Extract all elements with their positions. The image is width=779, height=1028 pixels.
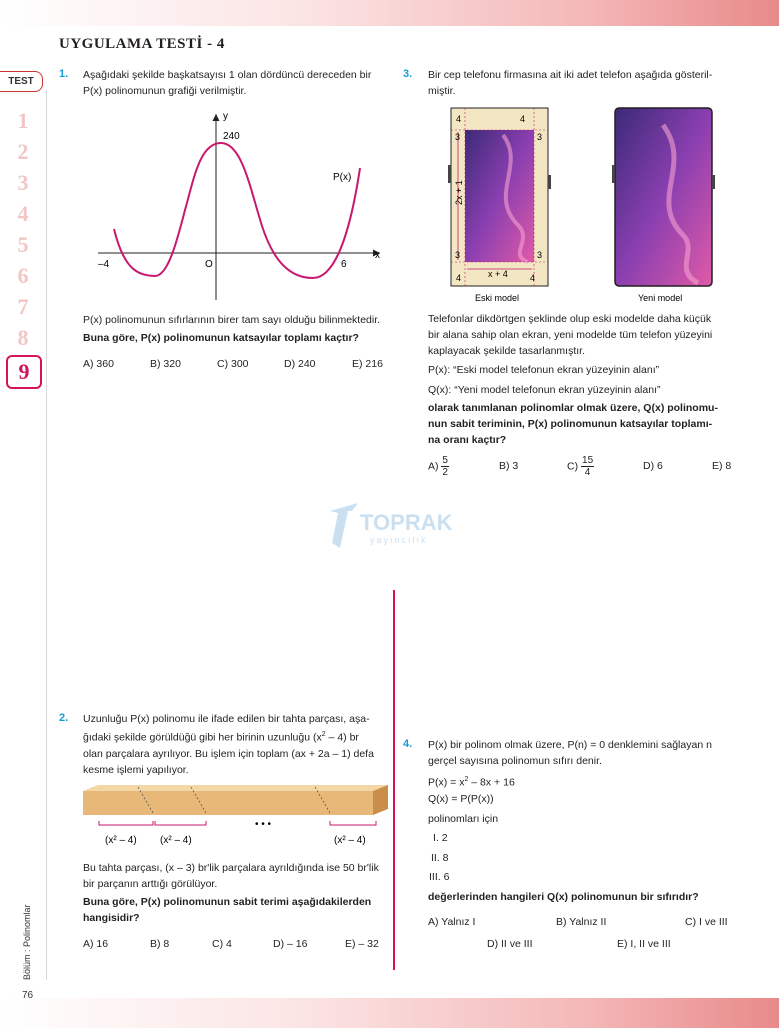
q3-old-side-bottom-right: 3	[537, 250, 543, 260]
q3-new-caption: Yeni model	[638, 293, 683, 303]
q4-choice-d[interactable]: D) II ve III	[487, 938, 533, 950]
q1-graph	[88, 108, 388, 311]
q3-number: 3.	[403, 68, 413, 80]
q3-choice-d[interactable]: D) 6	[643, 460, 663, 472]
q2-choice-a[interactable]: A) 16	[83, 938, 109, 950]
q1-x-right: 6	[341, 259, 347, 270]
q1-y-value: 240	[223, 131, 240, 142]
q4-item-2: II. 8	[431, 852, 449, 864]
q2-number: 2.	[59, 712, 69, 724]
q3-old-bottom-left: 4	[456, 273, 462, 283]
q3-old-side-bottom-left: 3	[455, 250, 461, 260]
publisher-watermark	[330, 503, 480, 543]
q2-choice-c[interactable]: C) 4	[212, 938, 232, 950]
q3-old-caption: Eski model	[475, 293, 520, 303]
column-divider	[393, 590, 395, 970]
q1-x-axis-label: x	[375, 250, 380, 261]
q4-choice-e[interactable]: E) I, II ve III	[617, 938, 671, 950]
q1-curve-label: P(x)	[333, 172, 352, 183]
q4-choice-c[interactable]: C) I ve III	[685, 916, 728, 928]
q2-choice-b[interactable]: B) 8	[150, 938, 170, 950]
q2-choice-e[interactable]: E) – 32	[345, 938, 379, 950]
q2-piece-label-1: (x² – 4)	[105, 835, 137, 846]
page-title: UYGULAMA TESTİ - 4	[59, 36, 225, 52]
q2-piece-label-3: (x² – 4)	[334, 835, 366, 846]
q1-choice-a[interactable]: A) 360	[83, 358, 114, 370]
q4-p-definition: $P(x) = x^2 - 8x + 16$	[428, 776, 515, 789]
test-number-2: 2	[17, 139, 29, 164]
q2-piece-label-2: (x² – 4)	[160, 835, 192, 846]
test-number-1: 1	[17, 108, 29, 133]
q2-plank-figure	[83, 785, 388, 858]
header-band	[0, 0, 779, 26]
q3-choice-b[interactable]: B) 3	[499, 460, 519, 472]
q4-item-1: I. 2	[433, 832, 448, 844]
q2-question: Buna göre, P(x) polinomunun sabit terimi aşağıdakilerden hangisidir?	[83, 896, 372, 924]
q1-origin: O	[205, 259, 213, 270]
q4-item-3: III. 6	[429, 871, 450, 883]
test-tab: TEST	[0, 71, 43, 92]
q4-choice-a[interactable]: A) Yalnız I	[428, 916, 476, 928]
q1-choice-e[interactable]: E) 216	[352, 358, 383, 370]
section-label: Bölüm : Polinomlar	[22, 904, 32, 980]
q3-intro: Bir cep telefonu firmasına ait iki adet telefon aşağıda gösteril- miştir.	[428, 69, 713, 97]
q3-body: Telefonlar dikdörtgen şeklinde olup eski modelde daha küçük bir alana sahip olan ekran, yeni modelde tüm telefon yüzeyini kaplayacak şekilde tasarlanmıştır.	[428, 313, 713, 357]
test-number-7: 7	[17, 294, 29, 319]
test-number-4: 4	[17, 201, 29, 226]
q4-intro: P(x) bir polinom olmak üzere, P(n) = 0 denklemini sağlayan n gerçel sayısına polinomun sıfırı denir.	[428, 739, 712, 767]
test-number-9-active: 9	[6, 355, 42, 389]
q4-choice-b[interactable]: B) Yalnız II	[556, 916, 607, 928]
q3-choice-e[interactable]: E) 8	[712, 460, 732, 472]
q3-old-side-top-right: 3	[537, 132, 543, 142]
q1-y-axis-label: y	[223, 111, 228, 122]
q1-question: Buna göre, P(x) polinomunun katsayılar toplamı kaçtır?	[83, 332, 359, 344]
q3-definitions: P(x): “Eski model telefonun ekran yüzeyinin alanı” Q(x): “Yeni model telefonun ekran yüzeyinin alanı”	[428, 364, 661, 396]
q4-question: değerlerinden hangileri Q(x) polinomunun bir sıfırıdır?	[428, 891, 699, 903]
q1-note: P(x) polinomunun sıfırlarının birer tam sayı olduğu bilinmektedir.	[83, 314, 381, 326]
q1-x-left: –4	[98, 259, 110, 270]
q3-old-top-left: 4	[456, 114, 462, 124]
test-number-5: 5	[17, 232, 29, 257]
q2-choice-d[interactable]: D) – 16	[273, 938, 308, 950]
q2-after: Bu tahta parçası, (x – 3) br'lik parçalara ayrıldığında ise 50 br'lik bir parçanın arttığı görülüyor.	[83, 862, 379, 890]
q4-q-definition: Q(x) = P(P(x))	[428, 793, 494, 805]
q3-old-bottom-right: 4	[530, 273, 536, 283]
q3-old-top-right: 4	[520, 114, 526, 124]
q3-old-side-top-left: 3	[455, 132, 461, 142]
test-number-3: 3	[17, 170, 29, 195]
q3-choice-c[interactable]: C) $\frac{15}{4}$	[567, 455, 594, 478]
test-number-8: 8	[17, 325, 29, 350]
q3-old-height: 2x + 1	[454, 180, 464, 205]
q4-for-text: polinomları için	[428, 813, 499, 825]
q3-phones-figure	[448, 105, 723, 308]
q3-question: olarak tanımlanan polinomlar olmak üzere, Q(x) polinomu- nun sabit teriminin, P(x) polinomunun katsayılar toplamı- na oranı kaçtır?	[428, 402, 718, 446]
q1-choice-b[interactable]: B) 320	[150, 358, 181, 370]
watermark-brand: TOPRAK	[360, 510, 453, 535]
q2-dots: • • •	[255, 819, 272, 830]
q1-number: 1.	[59, 68, 69, 80]
q4-number: 4.	[403, 738, 413, 750]
q1-intro: Aşağıdaki şekilde başkatsayısı 1 olan dördüncü dereceden bir P(x) polinomunun grafiği verilmiştir.	[83, 69, 372, 97]
q1-choice-d[interactable]: D) 240	[284, 358, 316, 370]
left-divider	[46, 90, 47, 980]
test-number-6: 6	[17, 263, 29, 288]
q1-choice-c[interactable]: C) 300	[217, 358, 249, 370]
footer-band	[0, 998, 779, 1028]
q3-old-width: x + 4	[488, 269, 508, 279]
watermark-sub: yayıncılık	[370, 535, 428, 545]
q2-intro: Uzunluğu P(x) polinomu ile ifade edilen bir tahta parçası, aşa- ğıdaki şekilde görüldüğü gibi her birinin uzunluğu $(x^2 - 4)$ br olan parçalara ayrılıyor. Bu işlem için toplam (ax + 2a – 1) defa kesme işlemi yapılıyor.	[83, 713, 374, 776]
q3-choice-a[interactable]: A) $\frac{5}{2}$	[428, 455, 448, 478]
page-number: 76	[22, 990, 34, 1001]
